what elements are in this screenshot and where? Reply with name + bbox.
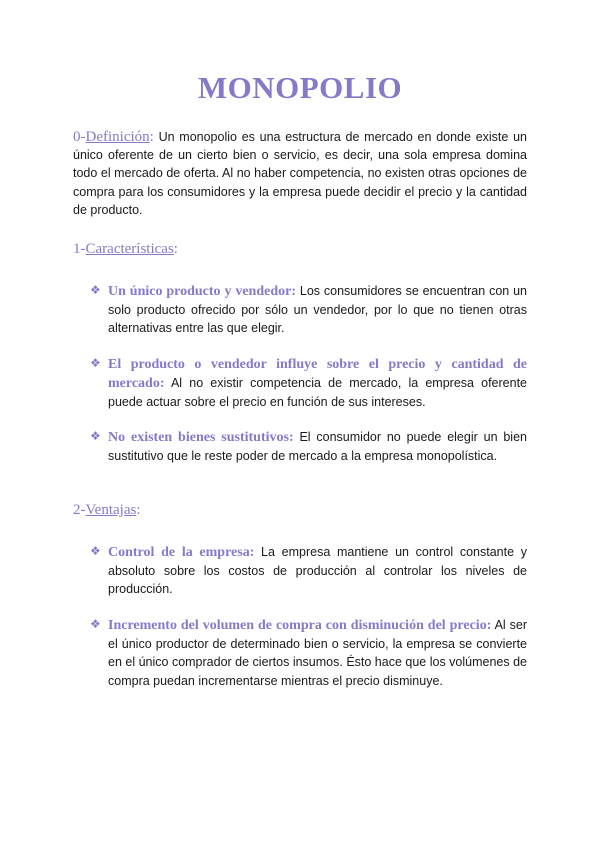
definition-paragraph	[73, 128, 527, 219]
definition-colon: :	[149, 129, 154, 145]
definition-number: 0-	[73, 129, 86, 145]
bullet-text: Al ser el único productor de determinado bien o servicio, la empresa se convierte en el único comprador de ciertos insumos. Ésto hace que los volúmenes de compra puedan incrementarse mientras el precio disminuye.	[108, 618, 527, 688]
diamond-bullet-icon: ❖	[90, 544, 101, 558]
bullet-label: No existen bienes sustitutivos:	[108, 430, 294, 445]
characteristics-colon: :	[173, 241, 178, 257]
diamond-bullet-icon: ❖	[90, 283, 101, 297]
bullet-text: Al no existir competencia de mercado, la empresa oferente puede actuar sobre el precio en función de sus intereses.	[108, 376, 527, 410]
bullet-label: Un único producto y vendedor:	[108, 284, 297, 299]
list-item	[90, 616, 527, 690]
characteristics-heading	[73, 240, 178, 258]
list-item	[90, 355, 527, 412]
advantages-title: Ventajas	[85, 502, 137, 518]
bullet-text: El consumidor no puede elegir un bien sustitutivo que le reste poder de mercado a la empresa monopolística.	[108, 430, 527, 464]
characteristics-number: 1-	[73, 241, 86, 257]
bullet-label: Control de la empresa:	[108, 545, 255, 560]
list-item	[90, 282, 527, 338]
bullet-label: El producto o vendedor influye sobre el precio y cantidad de mercado:	[108, 357, 527, 392]
document-title: MONOPOLIO	[197, 70, 403, 105]
bullet-text: Los consumidores se encuentran con un solo producto ofrecido por sólo un vendedor, por lo que no tienen otras alternativas entre las que elegir.	[108, 284, 527, 336]
bullet-label: Incremento del volumen de compra con disminución del precio:	[108, 618, 492, 633]
diamond-bullet-icon: ❖	[90, 617, 101, 631]
characteristics-title: Características	[85, 241, 174, 257]
diamond-bullet-icon: ❖	[90, 356, 101, 370]
advantages-heading	[73, 501, 141, 519]
advantages-number: 2-	[73, 502, 86, 518]
diamond-bullet-icon: ❖	[90, 429, 101, 443]
bullet-text: La empresa mantiene un control constante y absoluto sobre los costos de producción al controlar los niveles de producción.	[108, 545, 527, 597]
list-item	[90, 543, 527, 599]
list-item	[90, 428, 527, 465]
advantages-colon: :	[136, 502, 141, 518]
definition-text: Un monopolio es una estructura de mercado en donde existe un único oferente de un cierto bien o servicio, es decir, una sola empresa domina todo el mercado de oferta. Al no haber competencia, no existen otras opciones de compra para los consumidores y la empresa puede decidir el precio y la cantidad de producto.	[73, 130, 527, 217]
definition-heading: Definición	[85, 129, 150, 145]
